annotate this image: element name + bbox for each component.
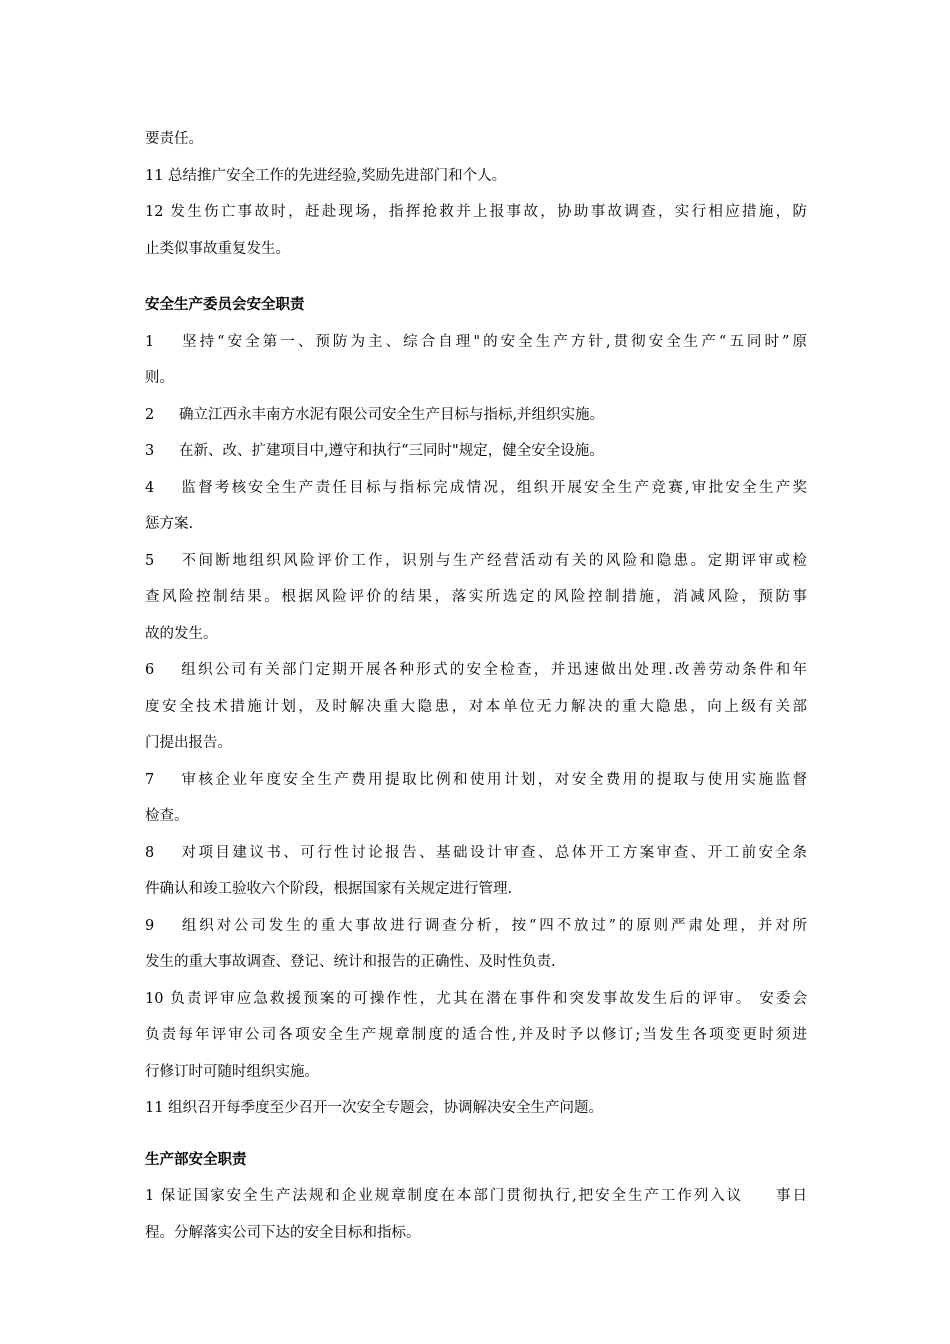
item-text: 对项目建议书、可行性讨论报告、基础设计审查、总体开工方案审查、开工前安全条: [179, 844, 807, 861]
item-number: 5: [145, 552, 155, 569]
list-item-line: 惩方案.: [145, 516, 194, 532]
list-item-line: [145, 543, 807, 580]
item-text: 审核企业年度安全生产费用提取比例和使用计划，对安全费用的提取与使用实施监督: [179, 771, 807, 788]
item-text: 在新、改、扩建项目中,遵守和执行“三同时"规定，健全安全设施。: [179, 443, 604, 459]
item-text: 不间断地组织风险评价工作，识别与生产经营活动有关的风险和隐患。定期评审或检: [179, 552, 807, 569]
item-number: 3: [145, 443, 155, 459]
list-item-line: 门提出报告。: [145, 735, 232, 751]
list-item-line: 负责每年评审公司各项安全生产规章制度的适合性,并及时予以修订;当发生各项变更时须进: [145, 1027, 807, 1043]
section-title: 安全生产委员会安全职责: [145, 296, 305, 313]
text-line: 1 保证国家安全生产法规和企业规章制度在本部门贯彻执行,把安全生产工作列入议 事日: [145, 1188, 807, 1204]
paragraph-gap: [145, 267, 807, 287]
item-number: 8: [145, 844, 155, 861]
text-line: 11 总结推广安全工作的先进经验,奖励先进部门和个人。: [145, 167, 507, 184]
list-item-line: [145, 433, 807, 470]
list-item-line: 件确认和竣工验收六个阶段，根据国家有关规定进行管理.: [145, 881, 513, 897]
text-line: 程。分解落实公司下达的安全目标和指标。: [145, 1224, 421, 1241]
list-item-line: 查风险控制结果。根据风险评价的结果，落实所选定的风险控制措施，消减风险，预防事: [145, 589, 807, 605]
list-item-line: [145, 652, 807, 689]
paragraph-gap: [145, 1127, 807, 1142]
list-item-line: [145, 835, 807, 872]
list-item-line: 度安全技术措施计划，及时解决重大隐患，对本单位无力解决的重大隐患，向上级有关部: [145, 698, 807, 715]
item-number: 4: [145, 479, 155, 496]
section-title: 生产部安全职责: [145, 1150, 247, 1168]
list-item-line: 检查。: [145, 808, 189, 824]
document-body: [145, 121, 807, 1251]
item-text: 监督考核安全生产责任目标与指标完成情况，组织开展安全生产竞赛,审批安全生产奖: [179, 479, 807, 496]
list-item-line: [145, 762, 807, 799]
item-number: 6: [145, 662, 155, 678]
item-number: 1: [145, 333, 155, 350]
item-text: 组织对公司发生的重大事故进行调查分析，按“四不放过”的原则严肃处理，并对所: [179, 917, 807, 934]
list-item-line: 10 负责评审应急救援预案的可操作性，尤其在潜在事件和突发事故发生后的评审。 安委会: [145, 990, 807, 1007]
item-text: 组织公司有关部门定期开展各种形式的安全检查，并迅速做出处理.改善劳动条件和年: [179, 662, 807, 678]
item-number: 2: [145, 406, 155, 423]
list-item-line: 行修订时可随时组织实施。: [145, 1063, 319, 1080]
item-number: 7: [145, 771, 155, 788]
list-item-line: [145, 470, 807, 507]
text-line: 12 发生伤亡事故时，赶赴现场，指挥抢救并上报事故，协助事故调查，实行相应措施，防: [145, 204, 807, 220]
item-number: 9: [145, 917, 155, 934]
text-line: 止类似事故重复发生。: [145, 240, 290, 257]
list-item-line: 则。: [145, 370, 174, 386]
list-item-line: [145, 324, 807, 361]
list-item-line: 11 组织召开每季度至少召开一次安全专题会，协调解决安全生产问题。: [145, 1100, 604, 1116]
list-item-line: 故的发生。: [145, 625, 218, 642]
item-text: 坚持“安全第一、预防为主、综合自理"的安全生产方针,贯彻安全生产“五同时”原: [179, 333, 807, 350]
list-item-line: [145, 908, 807, 945]
list-item-line: 发生的重大事故调查、登记、统计和报告的正确性、及时性负责.: [145, 954, 556, 970]
list-item-line: [145, 397, 807, 434]
item-text: 确立江西永丰南方水泥有限公司安全生产目标与指标,并组织实施。: [179, 406, 605, 423]
text-line: 要责任。: [145, 131, 203, 147]
